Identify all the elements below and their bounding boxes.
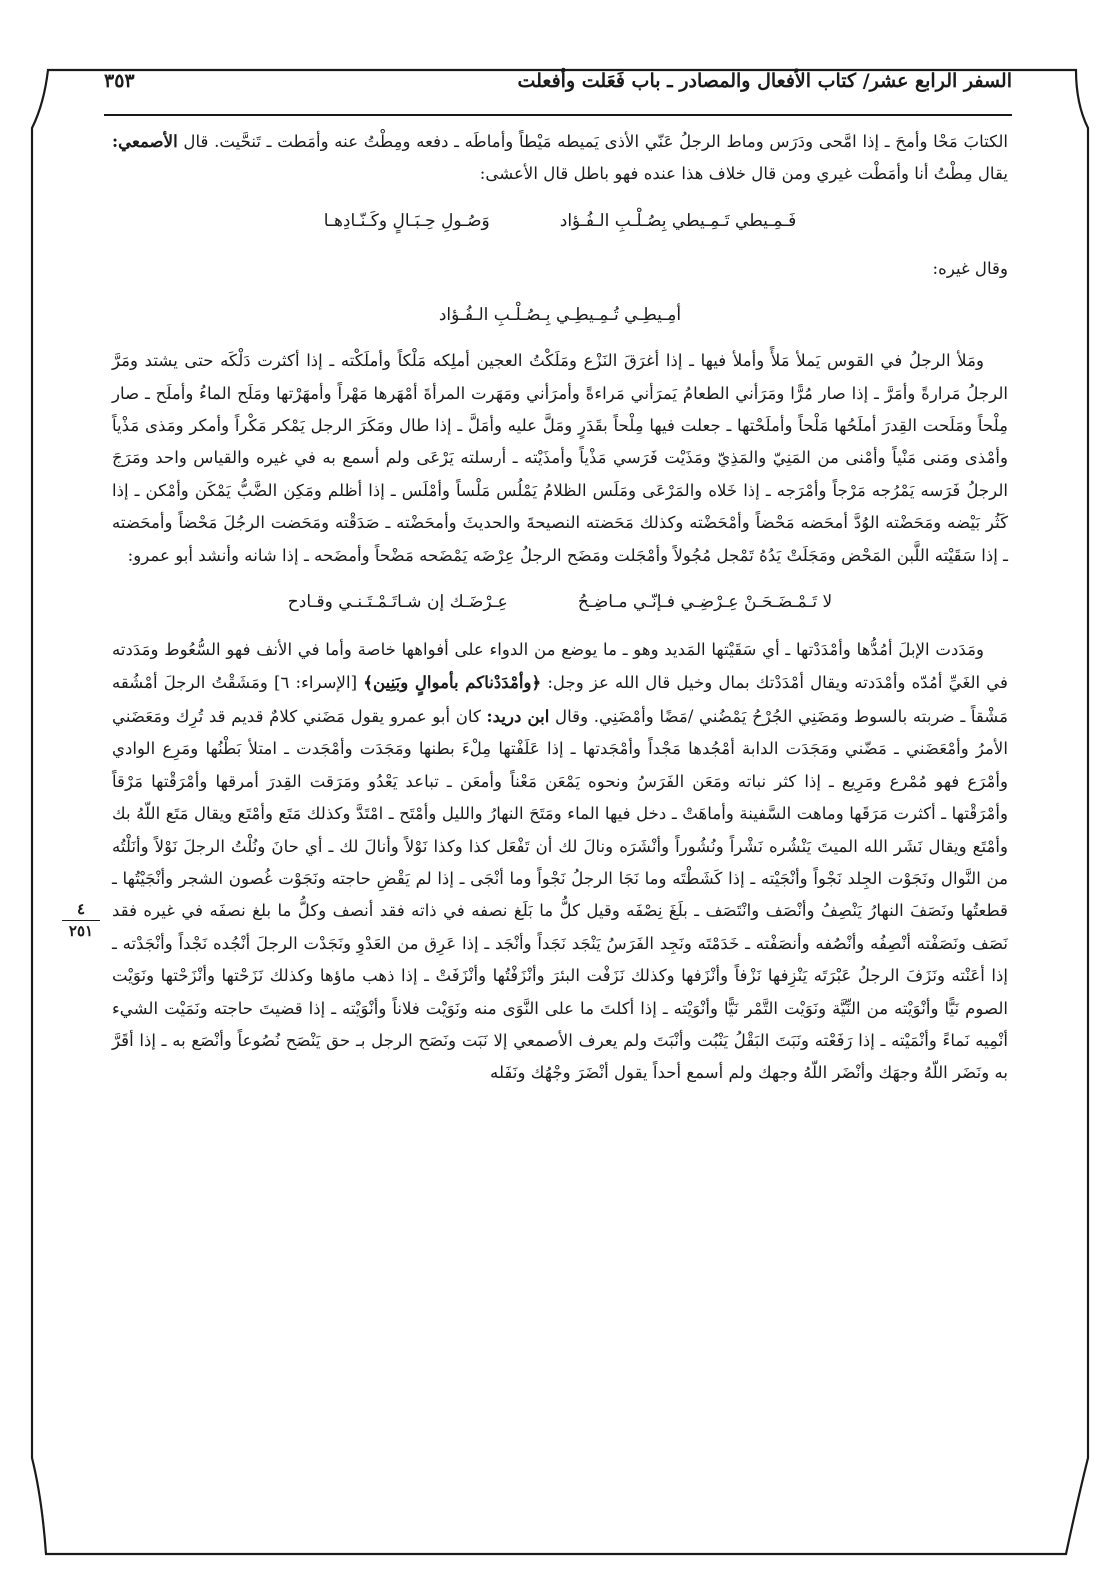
manuscript-folio-note <box>58 900 104 941</box>
paragraph-1 <box>112 125 1008 191</box>
folio-bottom: ٢٥١ <box>68 922 94 940</box>
verse-1-first-hemistich: فَـمِـيطي تَـمِـيطي بِصُـلْـبِ الـفُـؤاد <box>559 210 797 231</box>
verse-2-hemistich: أمِـيطِـي تُـمِـيطِـي بِـصُـلْـبِ الـفُـؤاد <box>438 305 682 326</box>
verse-3 <box>112 586 1008 618</box>
scholar-name: ابن دريد: <box>486 705 550 726</box>
paragraph-1-text: الكتابَ مَحْا وأمحَ ـ إذا امَّحى ودَرَس وماط الرجلُ عَنّي الأذى يَميطه مَيْطاً وأماطَه ـ دفعه ومِطْتُ عنه وأمَطت ـ تَنحَّيت. قال <box>177 132 1008 151</box>
verse-3-second-hemistich: عِـرْضَـك إن شـاتَـمْـتَـنـي وقـادح <box>287 592 508 613</box>
verse-3-first-hemistich: لا تَـمْـضَـحَـنْ عِـرْضِـي فـإنّـي مـاضِـحُ <box>577 592 833 613</box>
paragraph-3-part-a: ومَدَدت الإبلَ أمُدُّها وأمْدَدْتها ـ أي سَقَيْتها المَديد وهو ـ ما يوضع من الدواء على أفواهها خاصة وأما في الأنف فهو السُّعُوط ومَدَدته في الغَيِّ أمُدّه وأمْدَدته ويقال أمْدَدْتك بمال وخيل قال الله عز وجل: <box>112 640 1008 693</box>
page-number: ٣٥٣ <box>104 70 135 92</box>
paragraph-2: ومَلأ الرجلُ في القوس يَملأ مَلأً وأملأ فيها ـ إذا أغرَقَ النَزْع ومَلَكْتُ العجين أملِكه مَلْكاً وأملَكْته ـ إذا أكثرت دَلْكَه حتى يشتد ومَرَّ الرجلُ مَرارةً وأمَرَّ ـ إذا صار مُرًّا ومَرَأني الطعامُ يَمرَأني مَراءةً وأمرَأني ومَهَرت المرأةَ أمْهَرها مَهْراً وأمهَرْتها ومَلَح الماءُ وأملَح ـ صار مِلْحاً ومَلَحت القِدرَ أملَحُها مَلْحاً وأملَحْتها ـ جعلت فيها مِلْحاً بقَدَرٍ ومَلَّ عليه وأمَلَّ ـ إذا طال ومَكَرَ الرجل يَمْكر مَكْراً وأمكر ومَذى مَذْياً وأمْذى ومَنى مَنْياً وأمْنى من المَنِيّ والمَذِيّ ومَذَيْت فَرَسي مَذْياً وأمذَيْته ـ أرسلته يَرْعَى ولم أسمع به في غيره والقياس واحد ومَرَجَ الرجلُ فَرَسه يَمْرُجه مَرْجاً وأمْرَجه ـ إذا خَلاه والمَرْعَى ومَلَس الظلامُ يَمْلُس مَلْساً وأمْلَس ـ إذا أظلم ومَكِن الضَّبُّ يَمْكَن وأمْكن ـ إذا كَثُر بَيْضه ومَحَضْته الوُدَّ أمحَضه مَحْضاً وأمْحَضْته وكذلك مَحَضته النصيحةَ والحديثَ وأمحَضْته ـ صَدَقْته ومَحَضت الرجُلَ مَحْضاً وأمحَضته ـ إذا سَقَيْته اللَّبن المَحْض ومَجَلَتْ يَدُهُ تَمْجل مُجُولاً وأمْجَلت ومَضَح الرجلُ عِرْضَه يَمْضَحه مَضْحاً وأمضَحه ـ إذا شانه وأنشد أبو عمرو: <box>112 351 1008 565</box>
paragraph-3-part-b: [الإسراء: ٦] ومَشَقْتُ الرجلَ أمْشُقه مَشْقاً ـ ضربته بالسوط ومَضَنِي الجُرْحُ يَمْضُني /مَضًا وأمْضَنِي. وقال <box>112 673 1008 726</box>
quran-quote: ﴿وأمْدَدْناكم بأموالٍ وبَنِين﴾ <box>363 672 542 693</box>
header-title: السفر الرابع عشر/ كتاب الأفعال والمصادر ـ باب فَعَلت وأفعلت <box>517 70 1012 92</box>
paragraph-3-part-c: كان أبو عمرو يقول مَضَني كلامٌ قديم قد تُرِك ومَعَضَني الأمرُ وأمْعَضَني ـ مَضّني ومَجَدَت الدابة أمْجُدها مَجْداً وأمْجَدتها ـ إذا عَلَفْتها مِلْءَ بطنها ومَجَدَت وأمْجَدت ـ امتلأ بَطْنُها ومَرِع الوادي وأمْرَع فهو مُمْرع ومَرِيع ـ إذا كثر نباته ومَعَن الفَرَسُ ونحوه يَمْعَن مَعْناً وأمعَن ـ تباعد يَعْدُو ومَرَقت القِدرَ أمرقها وأمْرَقْتها مَرْقاً وأمْرَقْتها ـ أكثرت مَرَقَها وماهت السَّفينة وأماهَتْ ـ دخل فيها الماء ومَتَحَ النهارُ والليل وأمْتَح ـ امْتَدَّ وكذلك مَتَع وأمْتَع ويقال مَتَع اللّهُ بك وأمْتَع ويقال نَشَر الله الميتَ يَنْشُره نَشْراً ونُشُوراً وأنْشَرَه ونالَ لك أن تَفْعَل كذا وكذا نَوْلاً وأنالَ لك ـ أي حانَ ونُلْتُ الرجلَ نَوْلاً وأنَلْتُه من النَّوال ونَجَوْت الجِلد نَجْواً وأنْجَيْته ـ إذا كَشَطْتَه وما نَجَا الرجلُ نَجْواً وما أنْجَى ـ إذا لم يَقْضِ حاجته ونَجَوْت غُصون الشجر وأنْجَيْتُها ـ قطعتُها ونَصَفَ النهارُ يَنْصِفُ وأنْصَف وانْتَصَف ـ بلَغَ نِصْفَه وقيل كلُّ ما بَلَغ نصفه في ذاته فقد أنصف وكلُّ ما بلغ نصفَه في غيره فقد نَصَف ونَصَفْته أنْصِفُه وأنْصُفه وأنصَفْته ـ خَدَمْتَه ونَجِد الفَرَسُ يَنْجَد نَجَداً وأنْجَد ـ إذا عَرِق من العَدْوِ ونَجَدْت الرجلَ أنْجُده نَجْداً وأنْجَدْته ـ إذا أعَنْته ونَزَفَ الرجلُ عَبْرَتَه يَنْزِفها نَزْفاً وأنْزَفها وكذلك نَزَفْت البئرَ وأنْزَفْتُها وأنْزَفَتْ ـ إذا ذهب ماؤها وكذلك نَزَحْتها وأنْزَحْتها ونَوَيْت الصوم نَيًّا وأنْوَيْته من النِّيَّة ونَوَيْت التَّمْر نَيًّا وأنْوَيْته ـ إذا أكلتَ ما على النَّوَى منه ونَوَيْت فلاناً وأنْوَيْته ـ إذا قضيتَ حاجته ونَمَيْت الشيء أنْمِيه نَماءً وأنْمَيْته ـ إذا رَفَعْته ونَبَتَ البَقْلُ يَنْبُت وأنْبَتَ ولم يعرف الأصمعي إلا نَبَت ونَصَح الرجل بـ حق يَنْصَح نُصُوعاً وأنْصَع به ـ إذا أقَرَّ به ونَضَر اللّهُ وجهَك وأنْضَر اللّهُ وجهك ولم أسمع أحداً يقول أنْضَرَ وجْهُك ونَفَله <box>112 706 1008 1083</box>
page-body <box>112 125 1008 1090</box>
folio-divider <box>62 920 100 921</box>
verse-1 <box>112 205 1008 237</box>
verse-1-second-hemistich: وَصُـولِ حِـبَـالٍ وكَـنّـادِهـا <box>323 210 490 231</box>
folio-top: ٤ <box>76 900 86 918</box>
running-header <box>104 70 1012 102</box>
header-rule <box>104 114 1012 116</box>
paragraph-intro-2: وقال غيره: <box>932 258 1008 278</box>
paragraph-3 <box>112 634 1008 1090</box>
author-name: الأصمعي: <box>112 131 178 151</box>
paragraph-1-text-2: يقال مِطْتُ أنا وأمَطْت غيري ومن قال خلاف هذا عنده فهو باطل قال الأعشى: <box>479 164 1008 184</box>
verse-2 <box>112 299 1008 331</box>
